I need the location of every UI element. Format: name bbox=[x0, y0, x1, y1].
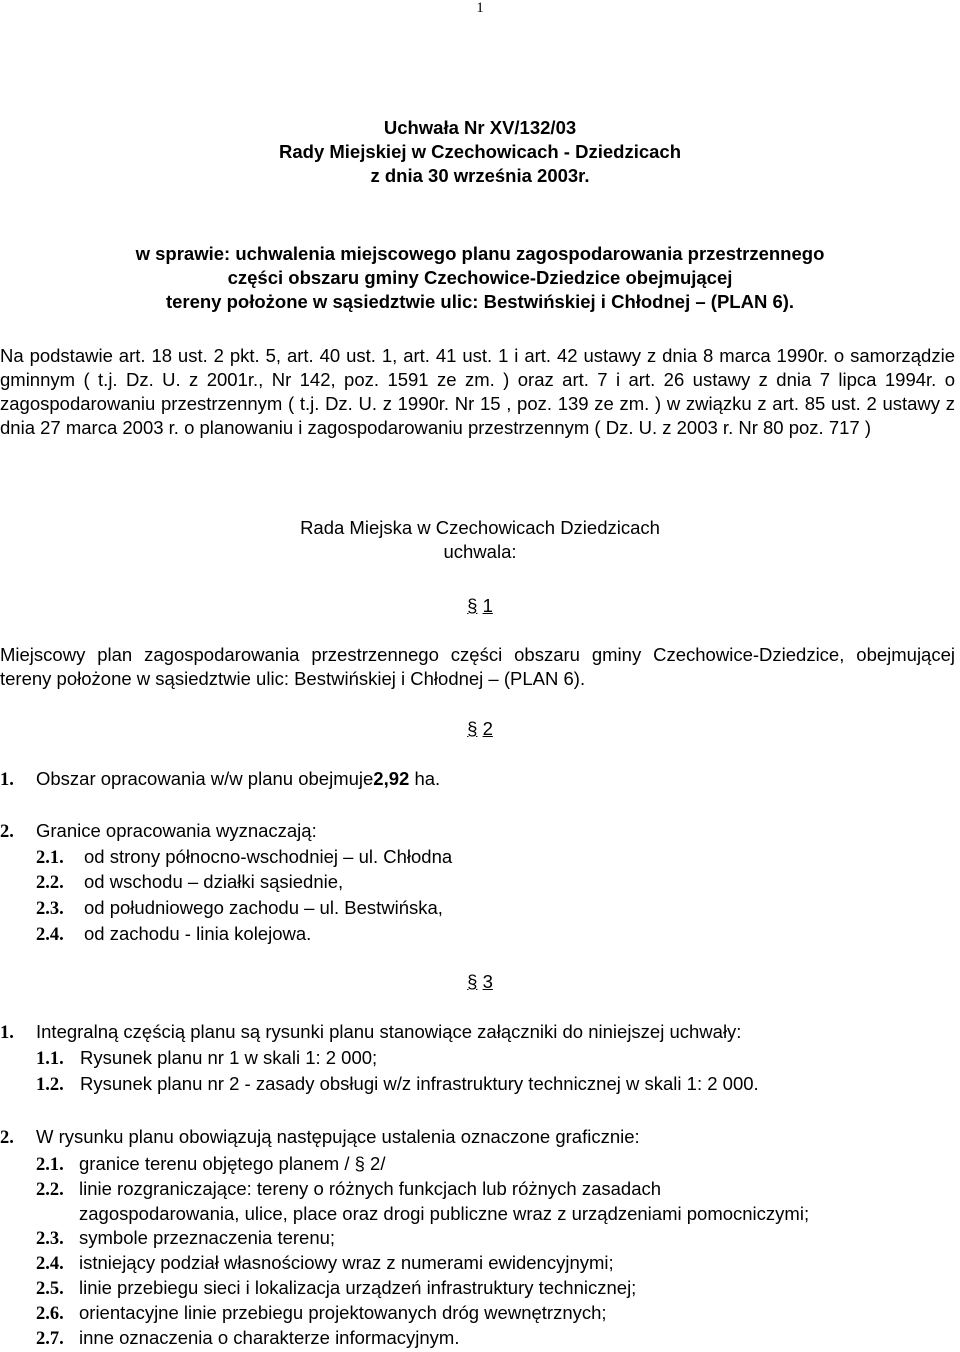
list-subitem bbox=[36, 1072, 759, 1097]
list-subitem bbox=[36, 1301, 607, 1326]
area-value: 2,92 bbox=[373, 768, 410, 789]
item-text: Integralną częścią planu są rysunki planu stanowiące załączniki do niniejszej uchwały: bbox=[36, 1021, 742, 1042]
legal-basis-paragraph: Na podstawie art. 18 ust. 2 pkt. 5, art. 40 ust. 1, art. 41 ust. 1 i art. 42 ustawy z dnia 8 marca 1990r. o samorządzie gminnym ( t.j. Dz. U. z 2001r., Nr 142, poz. 1591 ze zm. ) oraz art. 7 i art. 26 ustawy z dnia 7 lipca 1994r. o zagospodarowaniu przestrzennym ( t.j. Dz. U. z 1990r. Nr 15 , poz. 139 ze zm. ) w związku z art. 85 ust. 2 ustawy z dnia 27 marca 2003 r. o planowaniu i zagospodarowaniu przestrzennym ( Dz. U. z 2003 r. Nr 80 poz. 717 ) bbox=[0, 345, 955, 438]
list-subitem bbox=[36, 1177, 661, 1202]
resolution-header bbox=[0, 116, 960, 188]
section-number: 3 bbox=[482, 971, 493, 992]
subitem-number: 2.7. bbox=[36, 1329, 64, 1349]
subitem-text: linie przebiegu sieci i lokalizacja urządzeń infrastruktury technicznej; bbox=[79, 1277, 637, 1298]
section-sign: § bbox=[467, 595, 478, 616]
area-unit: ha. bbox=[409, 768, 441, 789]
council-decision bbox=[0, 516, 960, 564]
list-item bbox=[0, 1020, 741, 1045]
subitem-text: inne oznaczenia o charakterze informacyjnym. bbox=[79, 1327, 460, 1348]
subitem-number: 2.6. bbox=[36, 1304, 64, 1324]
subitem-number: 2.4. bbox=[36, 1254, 64, 1274]
subitem-text: orientacyjne linie przebiegu projektowanych dróg wewnętrznych; bbox=[79, 1302, 607, 1323]
resolution-subject bbox=[0, 242, 960, 314]
resolution-number: Uchwała Nr XV/132/03 bbox=[383, 117, 577, 138]
subitem-text: Rysunek planu nr 1 w skali 1: 2 000; bbox=[80, 1047, 378, 1068]
subitem-text: granice terenu objętego planem / § 2/ bbox=[79, 1153, 386, 1174]
item-text: Granice opracowania wyznaczają: bbox=[36, 820, 317, 841]
subject-line-1: w sprawie: uchwalenia miejscowego planu zagospodarowania przestrzennego bbox=[135, 243, 825, 264]
list-subitem bbox=[36, 1226, 335, 1251]
list-subitem bbox=[36, 922, 311, 947]
subject-line-3: tereny położone w sąsiedztwie ulic: Bestwińskiej i Chłodnej – (PLAN 6). bbox=[165, 291, 795, 312]
item-number: 1. bbox=[0, 1023, 14, 1043]
subitem-text: od wschodu – działki sąsiednie, bbox=[84, 871, 344, 892]
list-subitem bbox=[36, 1251, 614, 1276]
section-number: 1 bbox=[482, 595, 493, 616]
section-1-heading bbox=[0, 594, 960, 618]
subitem-continuation: zagospodarowania, ulice, place oraz drogi publiczne wraz z urządzeniami pomocniczymi; bbox=[79, 1203, 810, 1224]
resolution-date: z dnia 30 września 2003r. bbox=[370, 165, 590, 186]
subitem-number: 2.2. bbox=[36, 873, 64, 893]
list-subitem bbox=[36, 845, 452, 870]
subitem-text: symbole przeznaczenia terenu; bbox=[79, 1227, 336, 1248]
subitem-number: 2.3. bbox=[36, 1229, 64, 1249]
list-subitem bbox=[36, 1326, 459, 1351]
subitem-text: Rysunek planu nr 2 - zasady obsługi w/z infrastruktury technicznej w skali 1: 2 000. bbox=[80, 1073, 759, 1094]
list-subitem bbox=[36, 896, 443, 921]
subitem-number: 2.3. bbox=[36, 899, 64, 919]
list-item bbox=[0, 1125, 640, 1150]
decides-line: uchwala: bbox=[443, 541, 517, 562]
list-subitem bbox=[36, 1152, 386, 1177]
list-subitem bbox=[36, 1276, 636, 1301]
subitem-text: od południowego zachodu – ul. Bestwińska, bbox=[84, 897, 443, 918]
subitem-number: 2.1. bbox=[36, 1155, 64, 1175]
section-sign: § bbox=[467, 718, 478, 739]
item-number: 1. bbox=[0, 770, 14, 790]
section-1-text: Miejscowy plan zagospodarowania przestrzennego części obszaru gminy Czechowice-Dziedzice, obejmującej tereny położone w sąsiedztwie ulic: Bestwińskiej i Chłodnej – (PLAN 6). bbox=[0, 644, 955, 689]
section-sign: § bbox=[467, 971, 478, 992]
subitem-text: od strony północno-wschodniej – ul. Chłodna bbox=[84, 846, 453, 867]
list-subitem bbox=[36, 870, 343, 895]
section-number: 2 bbox=[482, 718, 493, 739]
subitem-number: 2.4. bbox=[36, 925, 64, 945]
subitem-text: linie rozgraniczające: tereny o różnych funkcjach lub różnych zasadach bbox=[79, 1178, 662, 1199]
page-number: 1 bbox=[476, 0, 484, 16]
section-3-heading bbox=[0, 970, 960, 994]
council-name: Rady Miejskiej w Czechowicach - Dziedzicach bbox=[279, 141, 681, 162]
item-number: 2. bbox=[0, 822, 14, 842]
item-number: 2. bbox=[0, 1128, 14, 1148]
section-2-heading bbox=[0, 717, 960, 741]
list-item bbox=[0, 819, 317, 844]
subitem-number: 1.1. bbox=[36, 1049, 64, 1069]
item-text: W rysunku planu obowiązują następujące ustalenia oznaczone graficznie: bbox=[36, 1126, 640, 1147]
subitem-number: 2.5. bbox=[36, 1279, 64, 1299]
subitem-number: 2.2. bbox=[36, 1180, 64, 1200]
subitem-number: 2.1. bbox=[36, 848, 64, 868]
subitem-number: 1.2. bbox=[36, 1075, 64, 1095]
subject-line-2: części obszaru gminy Czechowice-Dziedzice obejmującej bbox=[227, 267, 733, 288]
item-text: Obszar opracowania w/w planu obejmuje bbox=[36, 768, 374, 789]
subitem-text: istniejący podział własnościowy wraz z numerami ewidencyjnymi; bbox=[79, 1252, 614, 1273]
list-item bbox=[0, 767, 440, 792]
list-subitem bbox=[36, 1046, 377, 1071]
subitem-text: od zachodu - linia kolejowa. bbox=[84, 923, 312, 944]
council-line: Rada Miejska w Czechowicach Dziedzicach bbox=[300, 517, 660, 538]
